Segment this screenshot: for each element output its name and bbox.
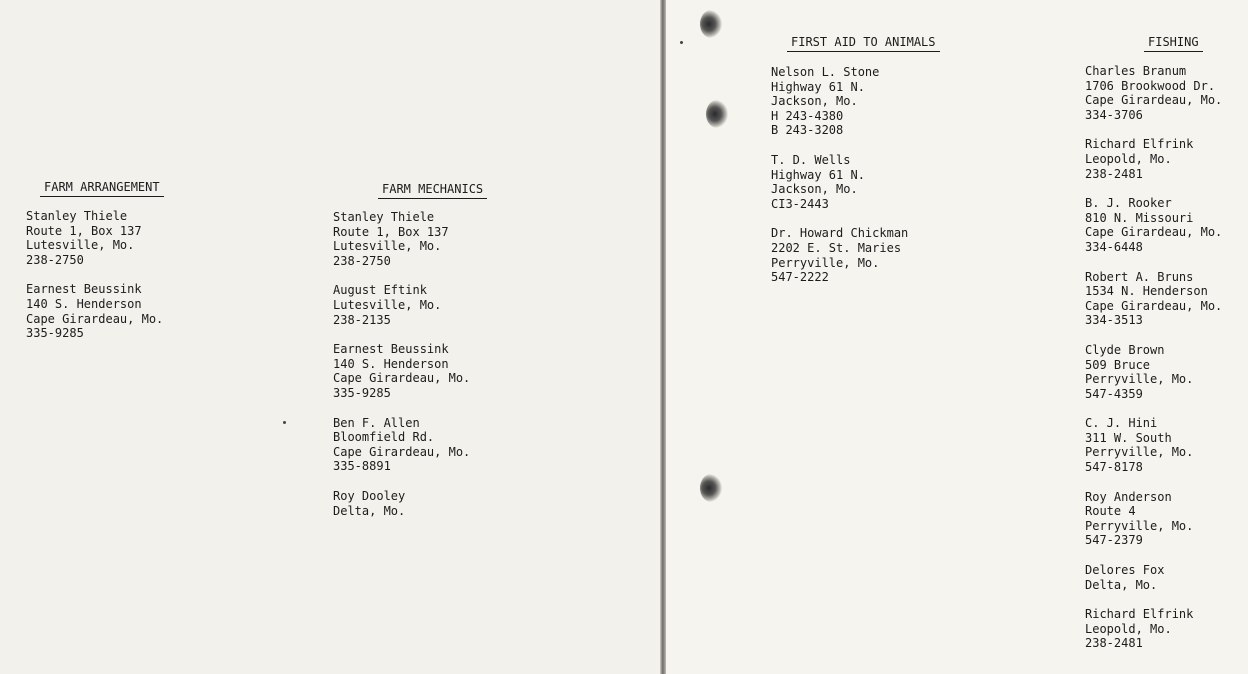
contact-detail: Cape Girardeau, Mo.	[1085, 93, 1223, 108]
contact-name: Delores Fox	[1085, 563, 1165, 578]
contact-name: Richard Elfrink	[1085, 607, 1194, 622]
contact-name: Stanley Thiele	[26, 209, 128, 223]
contact-detail: Jackson, Mo.	[771, 182, 858, 197]
contact-detail: Perryville, Mo.	[1085, 518, 1194, 533]
contact-detail: 238-2481	[1085, 166, 1143, 181]
contact-detail: 335-9285	[26, 326, 84, 341]
contact-detail: Route 1, Box 137	[26, 223, 142, 238]
contact-name: Roy Dooley	[333, 488, 406, 503]
contact-detail: Cape Girardeau, Mo.	[333, 444, 471, 459]
book-gutter	[660, 0, 666, 674]
contact-detail: Lutesville, Mo.	[333, 239, 442, 254]
contact-detail: 1706 Brookwood Dr.	[1085, 78, 1216, 93]
contact-entry	[26, 209, 163, 267]
contact-entry	[333, 416, 470, 474]
contact-name: Stanley Thiele	[333, 210, 435, 224]
contact-detail: Perryville, Mo.	[771, 255, 880, 270]
contact-detail: 334-3706	[1085, 107, 1143, 122]
heading-farm-arrangement: FARM ARRANGEMENT	[40, 180, 164, 197]
farm-arrangement-list	[26, 209, 163, 356]
contact-name: Nelson L. Stone	[771, 65, 880, 79]
contact-detail: 547-2222	[771, 270, 829, 285]
first-aid-list	[771, 65, 908, 300]
contact-detail: Highway 61 N.	[771, 79, 865, 94]
fishing-list	[1085, 64, 1222, 666]
contact-name: Dr. Howard Chickman	[771, 226, 909, 241]
contact-entry	[1085, 563, 1222, 592]
contact-detail: 547-8178	[1085, 460, 1143, 475]
contact-detail: Route 4	[1085, 504, 1136, 519]
contact-detail: 334-3513	[1085, 313, 1143, 328]
contact-name: Clyde Brown	[1085, 342, 1165, 357]
contact-detail: 238-2481	[1085, 636, 1143, 651]
contact-entry	[333, 342, 470, 400]
contact-detail: 335-8891	[333, 459, 391, 474]
contact-name: Ben F. Allen	[333, 415, 420, 430]
contact-detail: 2202 E. St. Maries	[771, 240, 902, 255]
contact-name: Roy Anderson	[1085, 489, 1172, 504]
contact-detail: 547-2379	[1085, 533, 1143, 548]
contact-detail: 311 W. South	[1085, 430, 1172, 445]
contact-detail: Cape Girardeau, Mo.	[1085, 225, 1223, 240]
contact-detail: 238-2750	[333, 253, 391, 268]
contact-detail: Route 1, Box 137	[333, 224, 449, 239]
contact-detail: Delta, Mo.	[1085, 577, 1158, 592]
contact-detail: 334-6448	[1085, 239, 1143, 254]
contact-entry	[26, 282, 163, 340]
contact-name: August Eftink	[333, 283, 427, 298]
farm-mechanics-list	[333, 210, 470, 533]
contact-detail: Leopold, Mo.	[1085, 621, 1172, 636]
paper-speck	[283, 421, 286, 424]
contact-entry	[771, 226, 908, 284]
contact-detail: Cape Girardeau, Mo.	[333, 371, 471, 386]
contact-detail: 547-4359	[1085, 386, 1143, 401]
contact-entry	[333, 283, 470, 327]
contact-detail: Lutesville, Mo.	[26, 238, 135, 253]
contact-detail: Lutesville, Mo.	[333, 297, 442, 312]
contact-detail: 140 S. Henderson	[26, 296, 142, 311]
heading-first-aid-to-animals: FIRST AID TO ANIMALS	[787, 35, 940, 52]
contact-detail: Highway 61 N.	[771, 167, 865, 182]
contact-detail: 238-2135	[333, 312, 391, 327]
contact-detail: Perryville, Mo.	[1085, 372, 1194, 387]
contact-detail: H 243-4380	[771, 108, 844, 123]
contact-detail: 810 N. Missouri	[1085, 210, 1194, 225]
contact-entry	[1085, 196, 1222, 254]
contact-entry	[1085, 607, 1222, 651]
contact-entry	[771, 153, 908, 211]
contact-detail: 140 S. Henderson	[333, 356, 449, 371]
punch-hole-bottom	[700, 474, 722, 502]
heading-farm-mechanics: FARM MECHANICS	[378, 182, 487, 199]
contact-detail: Cape Girardeau, Mo.	[1085, 298, 1223, 313]
contact-entry	[1085, 416, 1222, 474]
contact-detail: CI3-2443	[771, 196, 829, 211]
contact-detail: Jackson, Mo.	[771, 94, 858, 109]
contact-detail: B 243-3208	[771, 123, 844, 138]
contact-detail: Cape Girardeau, Mo.	[26, 311, 164, 326]
paper-speck	[680, 41, 683, 44]
heading-fishing: FISHING	[1144, 35, 1203, 52]
punch-hole-top	[700, 10, 722, 38]
contact-entry	[1085, 343, 1222, 401]
contact-entry	[333, 489, 470, 518]
contact-name: Richard Elfrink	[1085, 137, 1194, 152]
contact-name: C. J. Hini	[1085, 416, 1158, 431]
contact-name: B. J. Rooker	[1085, 196, 1172, 211]
contact-entry	[1085, 270, 1222, 328]
contact-detail: 238-2750	[26, 252, 84, 267]
contact-detail: 509 Bruce	[1085, 357, 1151, 372]
contact-entry	[1085, 64, 1222, 122]
contact-detail: Delta, Mo.	[333, 503, 406, 518]
contact-name: Charles Branum	[1085, 64, 1187, 78]
punch-hole-middle	[706, 100, 728, 128]
contact-entry	[1085, 137, 1222, 181]
contact-detail: Bloomfield Rd.	[333, 430, 435, 445]
contact-detail: Perryville, Mo.	[1085, 445, 1194, 460]
contact-name: Earnest Beussink	[333, 342, 449, 357]
contact-name: Robert A. Bruns	[1085, 269, 1194, 284]
contact-entry	[1085, 490, 1222, 548]
contact-detail: Leopold, Mo.	[1085, 151, 1172, 166]
contact-entry	[771, 65, 908, 138]
contact-name: Earnest Beussink	[26, 282, 142, 297]
contact-detail: 1534 N. Henderson	[1085, 284, 1208, 299]
contact-name: T. D. Wells	[771, 152, 851, 167]
contact-detail: 335-9285	[333, 385, 391, 400]
contact-entry	[333, 210, 470, 268]
